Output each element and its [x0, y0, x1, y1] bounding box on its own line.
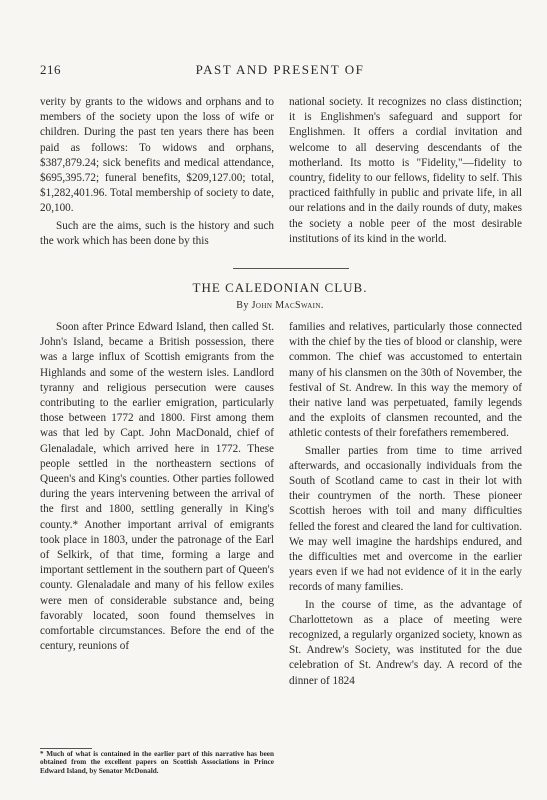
paragraph: In the course of time, as the advantage of Charlottetown as a place of meeting were recognized, a regularly organized society, known as St. Andrew's Society, was instituted for the due celebration of St. Andrew's day. A record of the dinner of 1824 [289, 598, 522, 687]
paragraph: national society. It recognizes no class distinction; it is Englishmen's safeguard and support for Englishmen. It offers a cordial invitation and welcome to all deserving descendants of the motherland. Its motto is "Fidelity,"—fidelity to country, fidelity to our fellows, fidelity to self. This practiced faithfully in public and private life, in all our relations and in the daily rounds of duty, makes the society a noble peer of the most desirable institutions of its kind in the world. [289, 96, 522, 245]
footnote-rule [40, 748, 92, 749]
article-right-column [289, 320, 522, 689]
top-right-column [289, 95, 522, 247]
top-left-column [40, 95, 274, 249]
running-head: PAST AND PRESENT OF [195, 62, 365, 77]
paragraph: Such are the aims, such is the history and such the work which has been done by this [40, 219, 274, 247]
byline-prefix: By [236, 300, 249, 311]
article-title: THE CALEDONIAN CLUB. [192, 280, 368, 295]
page-number: 216 [40, 62, 61, 77]
paragraph: Smaller parties from time to time arrived afterwards, and occasionally individuals from the South of Scotland came to cast in their lot with their countrymen of the north. These pioneer Scottish heroes with toil and many difficulties felled the forest and cleared the land for cultivation. We may well imagine the hardships endured, and the difficulties met and overcome in the earlier years even if we had not evidence of it in the early records of many families. [289, 444, 522, 594]
paragraph: verity by grants to the widows and orphans and to members of the society upon the loss of wife or children. During the past ten years there has been paid as follows: To widows and orphans, $387,879.24; sick benefits and medical attendance, $695,395.72; funeral benefits, $209,127.00; total, $1,282,401.96. Total membership of society to date, 20,100. [40, 96, 274, 215]
paragraph: Soon after Prince Edward Island, then called St. John's Island, became a British possession, there was a large influx of Scottish emigrants from the Highlands and some of the western isles. Landlord tyranny and religious persecution were causes contributing to the earlier emigration, particularly those between 1772 and 1800. First among them was that led by Capt. John MacDonald, chief of Glenaladale, which arrived here in 1772. These people settled in the northeastern sections of Queen's and King's counties. Other parties followed during the years intervening between the arrival of the first and 1800, settling generally in King's county.* Another important arrival of emigrants took place in 1803, under the patronage of the Earl of Selkirk, of that time, forming a large and important settlement in the southern part of Queen's county. Glenaladale and many of his fellow exiles were men of considerable substance and, being favorably located, soon found themselves in comfortable circumstances. Before the end of the century, reunions of [40, 321, 274, 653]
page-header [40, 62, 520, 80]
footnote: * Much of what is contained in the earlier part of this narrative has been obtained from the excellent papers on Scottish Associations in Prince Edward Island, by Senator McDonald. [40, 750, 274, 775]
article-left-column [40, 320, 274, 654]
byline-author: John MacSwain. [251, 300, 324, 311]
paragraph: families and relatives, particularly those connected with the chief by the ties of blood or clanship, were common. The chief was accustomed to entertain many of his clansmen on the 30th of November, the festival of St. Andrew. In this way the memory of their native land was perpetuated, family legends and the exploits of clansmen recounted, and the athletic contests of their forefathers remembered. [289, 321, 522, 440]
article-byline [40, 300, 520, 311]
section-divider [233, 268, 349, 269]
